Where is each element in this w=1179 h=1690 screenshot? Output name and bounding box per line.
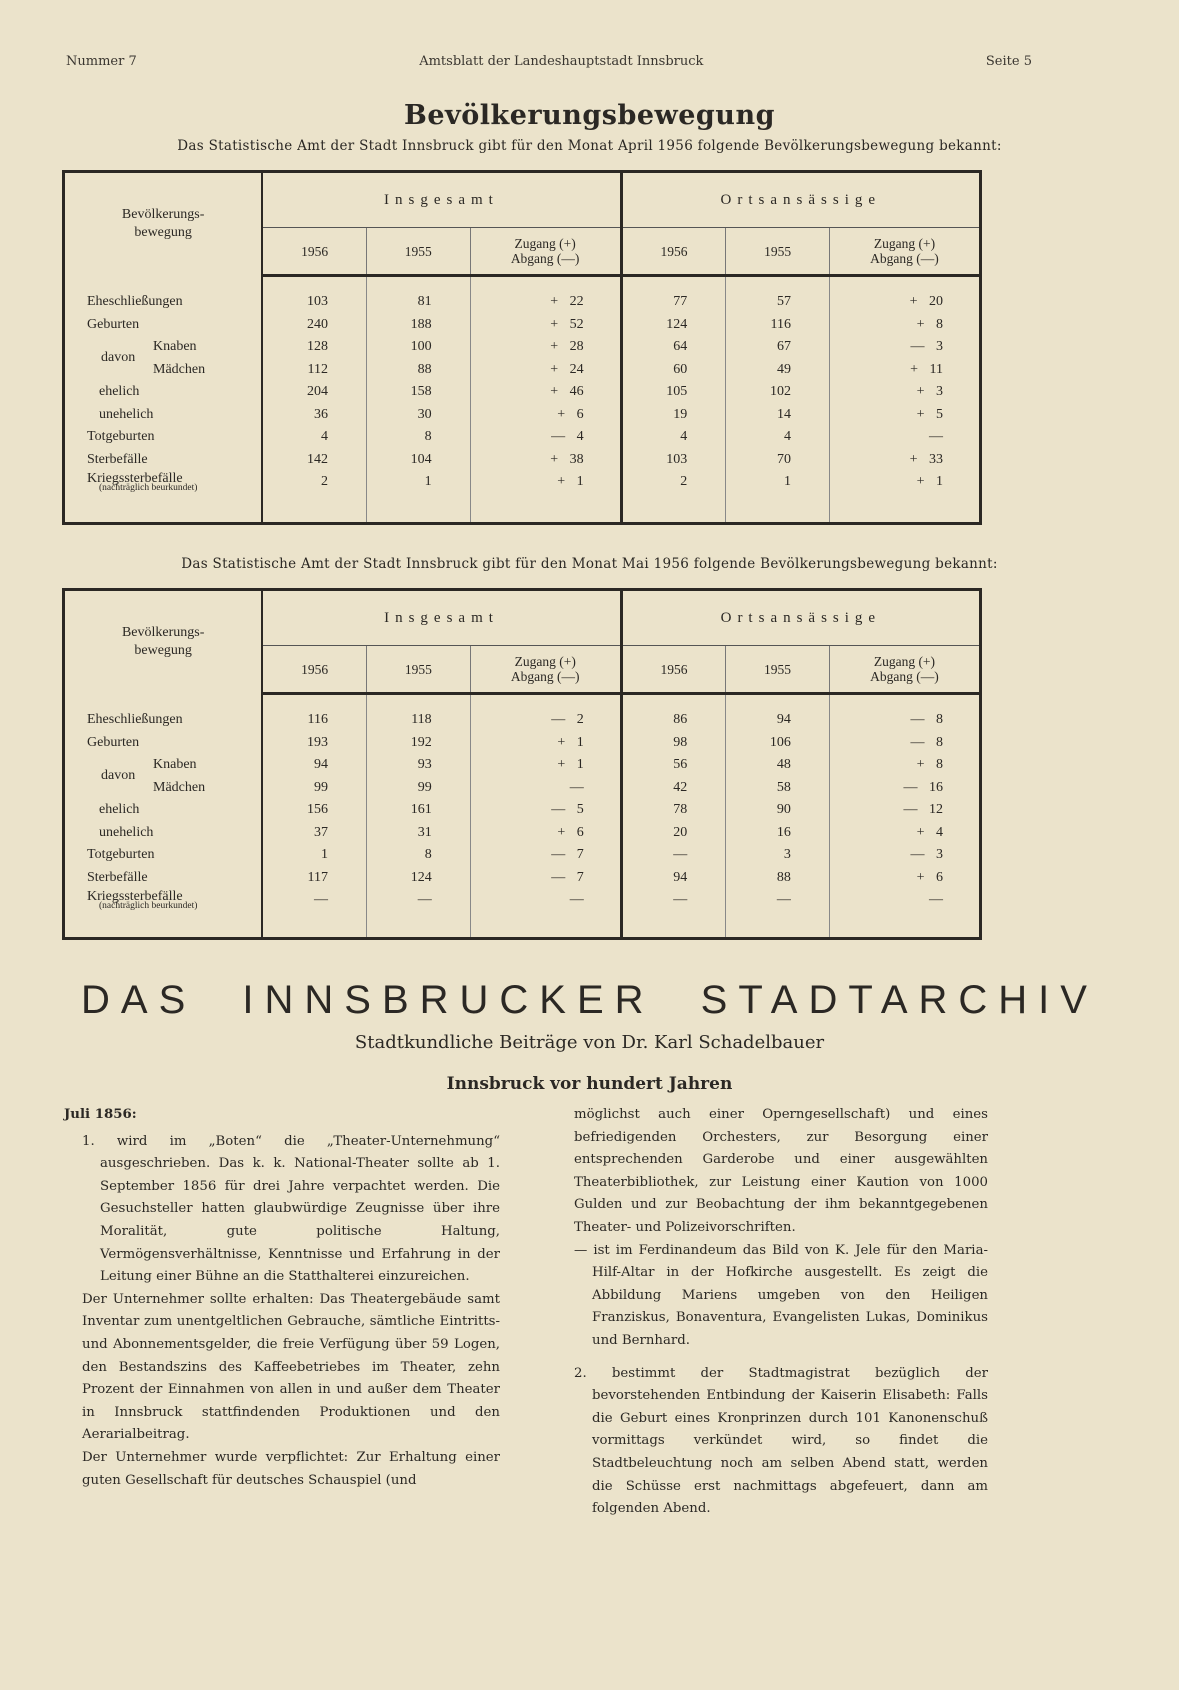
column-header-1956: 1956: [262, 646, 366, 694]
value-1955: —: [367, 889, 471, 912]
archive-subtitle: Stadtkundliche Beiträge von Dr. Karl Schadelbauer: [354, 1032, 825, 1053]
row-label-text: Knaben: [153, 757, 197, 772]
value-change: — 12: [903, 802, 943, 817]
value-change: + 1: [470, 754, 621, 777]
value-change: — 8: [910, 734, 943, 750]
value-change: — 7: [470, 844, 621, 867]
value-1956: 116: [262, 709, 366, 732]
value-1956: 4: [262, 426, 366, 449]
paragraph: 2. bestimmt der Stadtmagistrat bezüglich der bevorstehenden Entbindung der Kaiserin Elisabeth: Falls die Geburt eines Kronprinzen durch 101 Kanonenschuß vormittags verkündet wird, so findet die Stadtbeleuchtung noch am selben Abend statt, werden die Schüsse erst nachmittags abgefeuert, dann am folgenden Abend.: [574, 1365, 988, 1517]
value-1955: 90: [726, 799, 830, 822]
value-1956: —: [621, 844, 725, 867]
table-intro-may: Das Statistische Amt der Stadt Innsbruck gibt für den Monat Mai 1956 folgende Bevölkerungsbewegung bekannt:: [181, 556, 998, 572]
column-header-1956: 1956: [621, 646, 725, 694]
value-change: + 1: [470, 732, 621, 755]
value-1956: 105: [621, 381, 726, 404]
table-row: [64, 471, 981, 494]
table-row: [64, 822, 981, 845]
value-1956: 128: [262, 336, 366, 359]
table-row: [64, 359, 981, 382]
paragraph: Der Unternehmer sollte erhalten: Das Theatergebäude samt Inventar zum unentgeltlichen Gebrauche, sämtliche Eintritts- und Abonnementsgelder, die freie Verfügung über 59 Logen, den Bestandszins des Kaffeebetriebes im Theater, zehn Prozent der Einnahmen von allen in und außer dem Theater in Innsbruck stattfindenden Produktionen und den Aerarialbeitrag.: [82, 1291, 500, 1443]
value-1956: 156: [262, 799, 366, 822]
value-1956: 193: [262, 732, 366, 755]
row-label-text: Eheschließungen: [87, 294, 183, 309]
row-label: [64, 889, 263, 912]
row-label: [64, 799, 263, 822]
row-label: [64, 732, 263, 755]
row-label: [64, 336, 263, 365]
paragraph: — ist im Ferdinandeum das Bild von K. Jele für den Maria-Hilf-Altar in der Hofkirche ausgestellt. Es zeigt die Abbildung Mariens umgeben von den Heiligen Franziskus, Bonaventura, Evangelisten Lukas, Dominikus und Bernhard.: [574, 1242, 988, 1348]
table-row: [64, 314, 981, 337]
paragraph: möglichst auch einer Operngesellschaft) und eines befriedigenden Orchesters, zur Besorgung einer entsprechenden Garderobe und einer ausgewählten Theaterbibliothek, zur Leistung einer Kaution von 1000 Gulden und zur Beobachtung der ihm bekanntgegebenen Theater- und Polizeivorschriften.: [574, 1107, 988, 1235]
value-1955: 188: [366, 314, 470, 337]
row-label-text: Mädchen: [153, 361, 206, 377]
column-header-1955: 1955: [366, 228, 470, 276]
row-label-text: Sterbefälle: [87, 451, 148, 467]
value-1956: 103: [262, 291, 366, 314]
value-1956: 2: [262, 471, 366, 494]
value-1956: 124: [621, 314, 726, 337]
table-row: [64, 799, 981, 822]
value-1955: 57: [726, 291, 830, 314]
value-1956: 112: [262, 359, 366, 382]
value-change: + 1: [470, 471, 621, 494]
value-1956: 77: [621, 291, 726, 314]
page-number: Seite 5: [985, 54, 1032, 69]
table-row: [64, 381, 981, 404]
row-label-text: ehelich: [99, 384, 140, 399]
row-label: [64, 709, 263, 732]
value-1956: 94: [262, 754, 366, 777]
value-change: — 3: [910, 847, 943, 862]
column-header-change: Zugang (+) Abgang (—): [470, 228, 621, 276]
value-1956: 64: [621, 336, 726, 359]
row-label-text: Mädchen: [153, 779, 206, 795]
row-header: Bevölkerungs- bewegung: [64, 590, 263, 694]
population-table-may: [62, 588, 982, 940]
value-change: —: [929, 892, 943, 907]
row-label-text: ehelich: [99, 802, 140, 817]
value-1955: 4: [726, 426, 830, 449]
row-label-text: Knaben: [153, 339, 197, 354]
davon-label: davon: [101, 350, 136, 365]
archive-heading: DAS INNSBRUCKER STADTARCHIV: [81, 978, 1098, 1022]
value-1956: 240: [262, 314, 366, 337]
group-header-residents: Ortsansässige: [621, 172, 980, 228]
value-1956: 36: [262, 404, 366, 427]
value-1956: 204: [262, 381, 366, 404]
row-label: [64, 404, 263, 427]
table-intro-april: Das Statistische Amt der Stadt Innsbruck gibt für den Monat April 1956 folgende Bevölkerungsbewegung bekannt:: [177, 138, 1002, 154]
value-1955: 100: [366, 336, 470, 359]
value-change: + 46: [470, 381, 621, 404]
column-header-1956: 1956: [262, 228, 366, 276]
value-1956: —: [621, 889, 725, 912]
row-label-text: Geburten: [87, 734, 140, 750]
value-1955: 102: [726, 381, 830, 404]
table-row: [64, 449, 981, 472]
value-1955: 118: [367, 709, 471, 732]
value-1956: 103: [621, 449, 726, 472]
value-1955: 104: [366, 449, 470, 472]
population-table-april: [62, 170, 982, 525]
row-label: [64, 426, 263, 449]
value-change: —: [470, 889, 621, 912]
value-1955: 124: [367, 867, 471, 890]
value-1956: 19: [621, 404, 726, 427]
table-row: [64, 844, 981, 867]
issue-number: Nummer 7: [66, 54, 137, 69]
value-1956: 60: [621, 359, 726, 382]
table-row: [64, 426, 981, 449]
value-1955: 93: [367, 754, 471, 777]
row-label-text: Geburten: [87, 316, 140, 332]
value-change: + 24: [470, 359, 621, 382]
table-row: [64, 709, 981, 732]
value-1955: 16: [726, 822, 830, 845]
value-change: —: [470, 777, 621, 800]
value-change: + 3: [916, 384, 943, 399]
value-change: — 16: [903, 779, 943, 795]
row-label-text: Totgeburten: [87, 847, 155, 862]
row-label-text: Kriegssterbefälle: [87, 471, 183, 486]
value-1955: 106: [726, 732, 830, 755]
value-change: + 1: [916, 474, 943, 489]
value-1956: 78: [621, 799, 725, 822]
value-1956: 42: [621, 777, 725, 800]
value-1956: 94: [621, 867, 725, 890]
value-1955: 70: [726, 449, 830, 472]
value-1955: 58: [726, 777, 830, 800]
row-label: [64, 314, 263, 337]
value-change: + 38: [470, 449, 621, 472]
value-1956: 1: [262, 844, 366, 867]
value-1955: 1: [366, 471, 470, 494]
table-row: [64, 404, 981, 427]
table-row: [64, 889, 981, 912]
group-header-total: Insgesamt: [262, 590, 621, 646]
value-change: + 4: [916, 824, 943, 840]
page-title: Bevölkerungsbewegung: [404, 100, 775, 131]
column-header-change: Zugang (+) Abgang (—): [829, 228, 980, 276]
value-change: + 11: [910, 361, 943, 377]
value-1956: 37: [262, 822, 366, 845]
value-1955: 116: [726, 314, 830, 337]
row-label-text: Eheschließungen: [87, 712, 183, 727]
value-1956: 142: [262, 449, 366, 472]
column-header-change: Zugang (+) Abgang (—): [470, 646, 621, 694]
row-note: (nachträglich beurkundet): [99, 483, 198, 493]
row-label: [64, 822, 263, 845]
value-change: — 7: [470, 867, 621, 890]
row-label-text: unehelich: [99, 406, 154, 422]
value-1955: 88: [366, 359, 470, 382]
group-header-residents: Ortsansässige: [621, 590, 980, 646]
value-1955: 161: [367, 799, 471, 822]
value-change: + 20: [909, 294, 943, 309]
value-1956: 99: [262, 777, 366, 800]
value-1956: 20: [621, 822, 725, 845]
value-1955: 48: [726, 754, 830, 777]
column-header-1955: 1955: [367, 646, 471, 694]
value-1955: 30: [366, 404, 470, 427]
value-change: + 8: [916, 316, 943, 332]
value-1955: 192: [367, 732, 471, 755]
column-header-1956: 1956: [621, 228, 726, 276]
davon-label: davon: [101, 768, 136, 783]
value-1955: 49: [726, 359, 830, 382]
value-change: + 6: [470, 822, 621, 845]
table-row: [64, 732, 981, 755]
value-change: —: [929, 429, 943, 444]
value-1955: 67: [726, 336, 830, 359]
value-change: + 22: [470, 291, 621, 314]
value-1955: 94: [726, 709, 830, 732]
value-change: + 28: [470, 336, 621, 359]
value-1956: 117: [262, 867, 366, 890]
article-column-right: [556, 1104, 988, 1521]
value-1955: 8: [366, 426, 470, 449]
value-1955: 3: [726, 844, 830, 867]
running-header: [66, 54, 1032, 69]
publication-name: Amtsblatt der Landeshauptstadt Innsbruck: [419, 54, 704, 69]
paragraph: Der Unternehmer wurde verpflichtet: Zur Erhaltung einer guten Gesellschaft für deutsches Schauspiel (und: [82, 1449, 500, 1488]
row-label-text: unehelich: [99, 824, 154, 840]
row-label-text: Kriegssterbefälle: [87, 889, 183, 904]
row-label: [64, 449, 263, 472]
value-1955: 14: [726, 404, 830, 427]
value-change: — 4: [470, 426, 621, 449]
value-1956: 56: [621, 754, 725, 777]
value-1955: 88: [726, 867, 830, 890]
value-1955: 99: [367, 777, 471, 800]
row-label: [64, 471, 263, 494]
value-1955: 31: [367, 822, 471, 845]
row-label: [64, 844, 263, 867]
value-1956: 2: [621, 471, 726, 494]
column-header-1955: 1955: [726, 646, 830, 694]
value-change: + 6: [470, 404, 621, 427]
value-change: — 5: [470, 799, 621, 822]
table-row: [64, 336, 981, 359]
value-1955: 158: [366, 381, 470, 404]
column-header-change: Zugang (+) Abgang (—): [829, 646, 980, 694]
paragraph: 1. wird im „Boten“ die „Theater-Unternehmung“ ausgeschrieben. Das k. k. National-Theater sollte ab 1. September 1856 für drei Jahre verpachtet werden. Die Gesuchsteller hatten glaubwürdige Zeugnisse über ihre Moralität, gute politische Haltung, Vermögensverhältnisse, Kenntnisse und Erfahrung in der Leitung einer Bühne an die Statthalterei einzureichen.: [82, 1133, 500, 1285]
value-1955: —: [726, 889, 830, 912]
row-label-text: Totgeburten: [87, 429, 155, 444]
table-row: [64, 867, 981, 890]
row-note: (nachträglich beurkundet): [99, 901, 198, 911]
column-header-1955: 1955: [726, 228, 830, 276]
value-1956: 4: [621, 426, 726, 449]
row-label: [64, 867, 263, 890]
value-change: + 6: [916, 869, 943, 885]
value-change: + 33: [909, 451, 943, 467]
value-change: + 5: [916, 406, 943, 422]
section-title: Innsbruck vor hundert Jahren: [446, 1074, 733, 1094]
row-header: Bevölkerungs- bewegung: [64, 172, 263, 276]
table-row: [64, 754, 981, 777]
value-1956: 98: [621, 732, 725, 755]
value-1955: 8: [367, 844, 471, 867]
value-change: + 8: [916, 757, 943, 772]
row-label-text: Sterbefälle: [87, 869, 148, 885]
value-change: — 3: [910, 339, 943, 354]
row-label: [64, 381, 263, 404]
value-1955: 81: [366, 291, 470, 314]
group-header-total: Insgesamt: [262, 172, 621, 228]
value-1955: 1: [726, 471, 830, 494]
value-change: + 52: [470, 314, 621, 337]
value-change: — 8: [910, 712, 943, 727]
value-1956: 86: [621, 709, 725, 732]
value-1956: —: [262, 889, 366, 912]
article-column-left: [64, 1104, 500, 1492]
row-label: [64, 754, 263, 783]
table-row: [64, 777, 981, 800]
row-label: [64, 777, 263, 800]
date-heading: Juli 1856:: [64, 1107, 137, 1122]
row-label: [64, 359, 263, 382]
table-row: [64, 291, 981, 314]
row-label: [64, 291, 263, 314]
value-change: — 2: [470, 709, 621, 732]
